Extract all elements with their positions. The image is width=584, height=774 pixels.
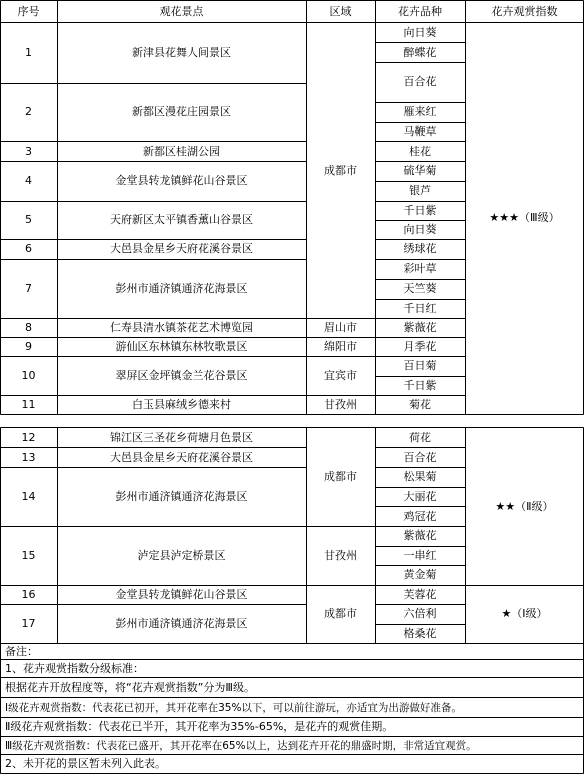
- variety-cell: 千日红: [403, 302, 437, 315]
- notes-line: Ⅱ级花卉观赏指数：代表花已半开，其开花率为35%-65%，是花卉的观赏佳期。: [5, 720, 394, 733]
- variety-cell: 百合花: [403, 451, 437, 464]
- variety-cell: 月季花: [403, 340, 437, 353]
- spot-name: 新津县花舞人间景区: [132, 46, 231, 59]
- notes-heading: 备注：: [5, 645, 38, 658]
- variety-cell: 向日葵: [403, 26, 437, 39]
- spot-name: 新都区漫花庄园景区: [132, 105, 231, 118]
- spot-name: 金堂县转龙镇鲜花山谷景区: [115, 588, 248, 601]
- row-no: 13: [21, 451, 36, 464]
- variety-cell: 六倍利: [403, 607, 437, 620]
- row-no: 15: [21, 549, 36, 562]
- region-cell: 成都市: [324, 470, 357, 483]
- region-cell: 眉山市: [324, 321, 357, 334]
- notes-line: 1、花卉观赏指数分级标准：: [5, 662, 144, 675]
- spot-name: 大邑县金星乡天府花溪谷景区: [110, 451, 253, 464]
- region-cell: 成都市: [324, 607, 357, 620]
- variety-cell: 鸡冠花: [403, 510, 437, 523]
- row-no: 6: [25, 242, 32, 255]
- row-no: 9: [25, 340, 32, 353]
- row-no: 12: [21, 431, 36, 444]
- spot-name: 彭州市通济镇通济花海景区: [115, 490, 248, 503]
- variety-cell: 荷花: [409, 431, 431, 444]
- row-no: 3: [25, 145, 32, 158]
- spot-name: 彭州市通济镇通济花海景区: [115, 617, 248, 630]
- notes-line: 根据花卉开放程度等，将“花卉观赏指数”分为Ⅲ级。: [5, 681, 255, 694]
- region-cell: 成都市: [324, 164, 357, 177]
- variety-cell: 松果菊: [403, 470, 437, 483]
- spot-name: 仁寿县清水镇茶花艺术博览园: [110, 321, 253, 334]
- spot-name: 泸定县泸定桥景区: [137, 549, 226, 562]
- header-variety: 花卉品种: [398, 5, 442, 18]
- row-no: 10: [21, 369, 36, 382]
- index-level-2: ★★（Ⅱ级）: [495, 500, 554, 513]
- spot-name: 翠屏区金坪镇金兰花谷景区: [115, 369, 248, 382]
- spot-name: 彭州市通济镇通济花海景区: [115, 282, 248, 295]
- variety-cell: 桂花: [409, 145, 431, 158]
- spot-name: 游仙区东林镇东林牧歌景区: [115, 340, 248, 353]
- row-no: 1: [25, 46, 32, 59]
- variety-cell: 绣球花: [403, 242, 437, 255]
- variety-cell: 马鞭草: [403, 125, 437, 138]
- variety-cell: 天竺葵: [403, 282, 437, 295]
- row-no: 7: [25, 282, 32, 295]
- notes-line: Ⅰ级花卉观赏指数：代表花已初开，其开花率在35%以下，可以前往游玩，亦适宜为出游做好准备。: [5, 702, 462, 714]
- row-no: 8: [25, 321, 32, 334]
- region-cell: 宜宾市: [324, 369, 357, 382]
- notes-line: 2、未开花的景区暂未列入此表。: [5, 757, 166, 770]
- variety-cell: 醉蝶花: [403, 46, 437, 59]
- region-cell: 甘孜州: [324, 398, 357, 411]
- variety-cell: 银芦: [409, 184, 431, 197]
- row-no: 11: [21, 398, 36, 411]
- variety-cell: 紫薇花: [403, 529, 437, 542]
- spot-name: 金堂县转龙镇鲜花山谷景区: [115, 174, 248, 187]
- spot-name: 大邑县金星乡天府花溪谷景区: [110, 242, 253, 255]
- variety-cell: 黄金菊: [403, 568, 437, 581]
- row-no: 2: [25, 105, 32, 118]
- variety-cell: 千日紫: [403, 204, 437, 217]
- variety-cell: 格桑花: [403, 627, 437, 640]
- row-no: 14: [21, 490, 36, 503]
- row-no: 16: [21, 588, 36, 601]
- variety-cell: 硫华菊: [403, 164, 437, 177]
- variety-cell: 向日葵: [403, 223, 437, 236]
- header-region: 区域: [329, 5, 352, 18]
- notes-line: Ⅲ级花卉观赏指数：代表花已盛开，其开花率在65%以上，达到花卉开花的鼎盛时期，非常适宜观赏。: [5, 740, 477, 752]
- index-level-3: ★★★（Ⅲ级）: [489, 211, 560, 224]
- variety-cell: 百合花: [403, 75, 437, 88]
- variety-cell: 紫薇花: [403, 321, 437, 334]
- variety-cell: 雁来红: [403, 105, 437, 118]
- spot-name: 天府新区太平镇香薰山谷景区: [110, 213, 253, 226]
- row-no: 5: [25, 213, 32, 226]
- index-level-1: ★（Ⅰ级）: [501, 607, 548, 620]
- header-spot: 观花景点: [159, 5, 204, 18]
- row-no: 17: [21, 617, 36, 630]
- variety-cell: 千日紫: [403, 379, 437, 392]
- row-no: 4: [25, 174, 32, 187]
- region-cell: 绵阳市: [324, 340, 357, 353]
- region-cell: 甘孜州: [324, 549, 357, 562]
- spot-name: 白玉县麻绒乡德来村: [132, 398, 231, 411]
- variety-cell: 大丽花: [403, 490, 437, 503]
- variety-cell: 一串红: [403, 549, 437, 562]
- spot-name: 锦江区三圣花乡荷塘月色景区: [110, 431, 253, 444]
- variety-cell: 菊花: [409, 398, 431, 411]
- variety-cell: 彩叶草: [403, 262, 437, 275]
- variety-cell: 百日菊: [403, 359, 437, 372]
- header-index: 花卉观赏指数: [491, 5, 558, 18]
- header-no: 序号: [17, 5, 40, 18]
- spot-name: 新都区桂湖公园: [143, 145, 220, 158]
- variety-cell: 芙蓉花: [403, 588, 437, 601]
